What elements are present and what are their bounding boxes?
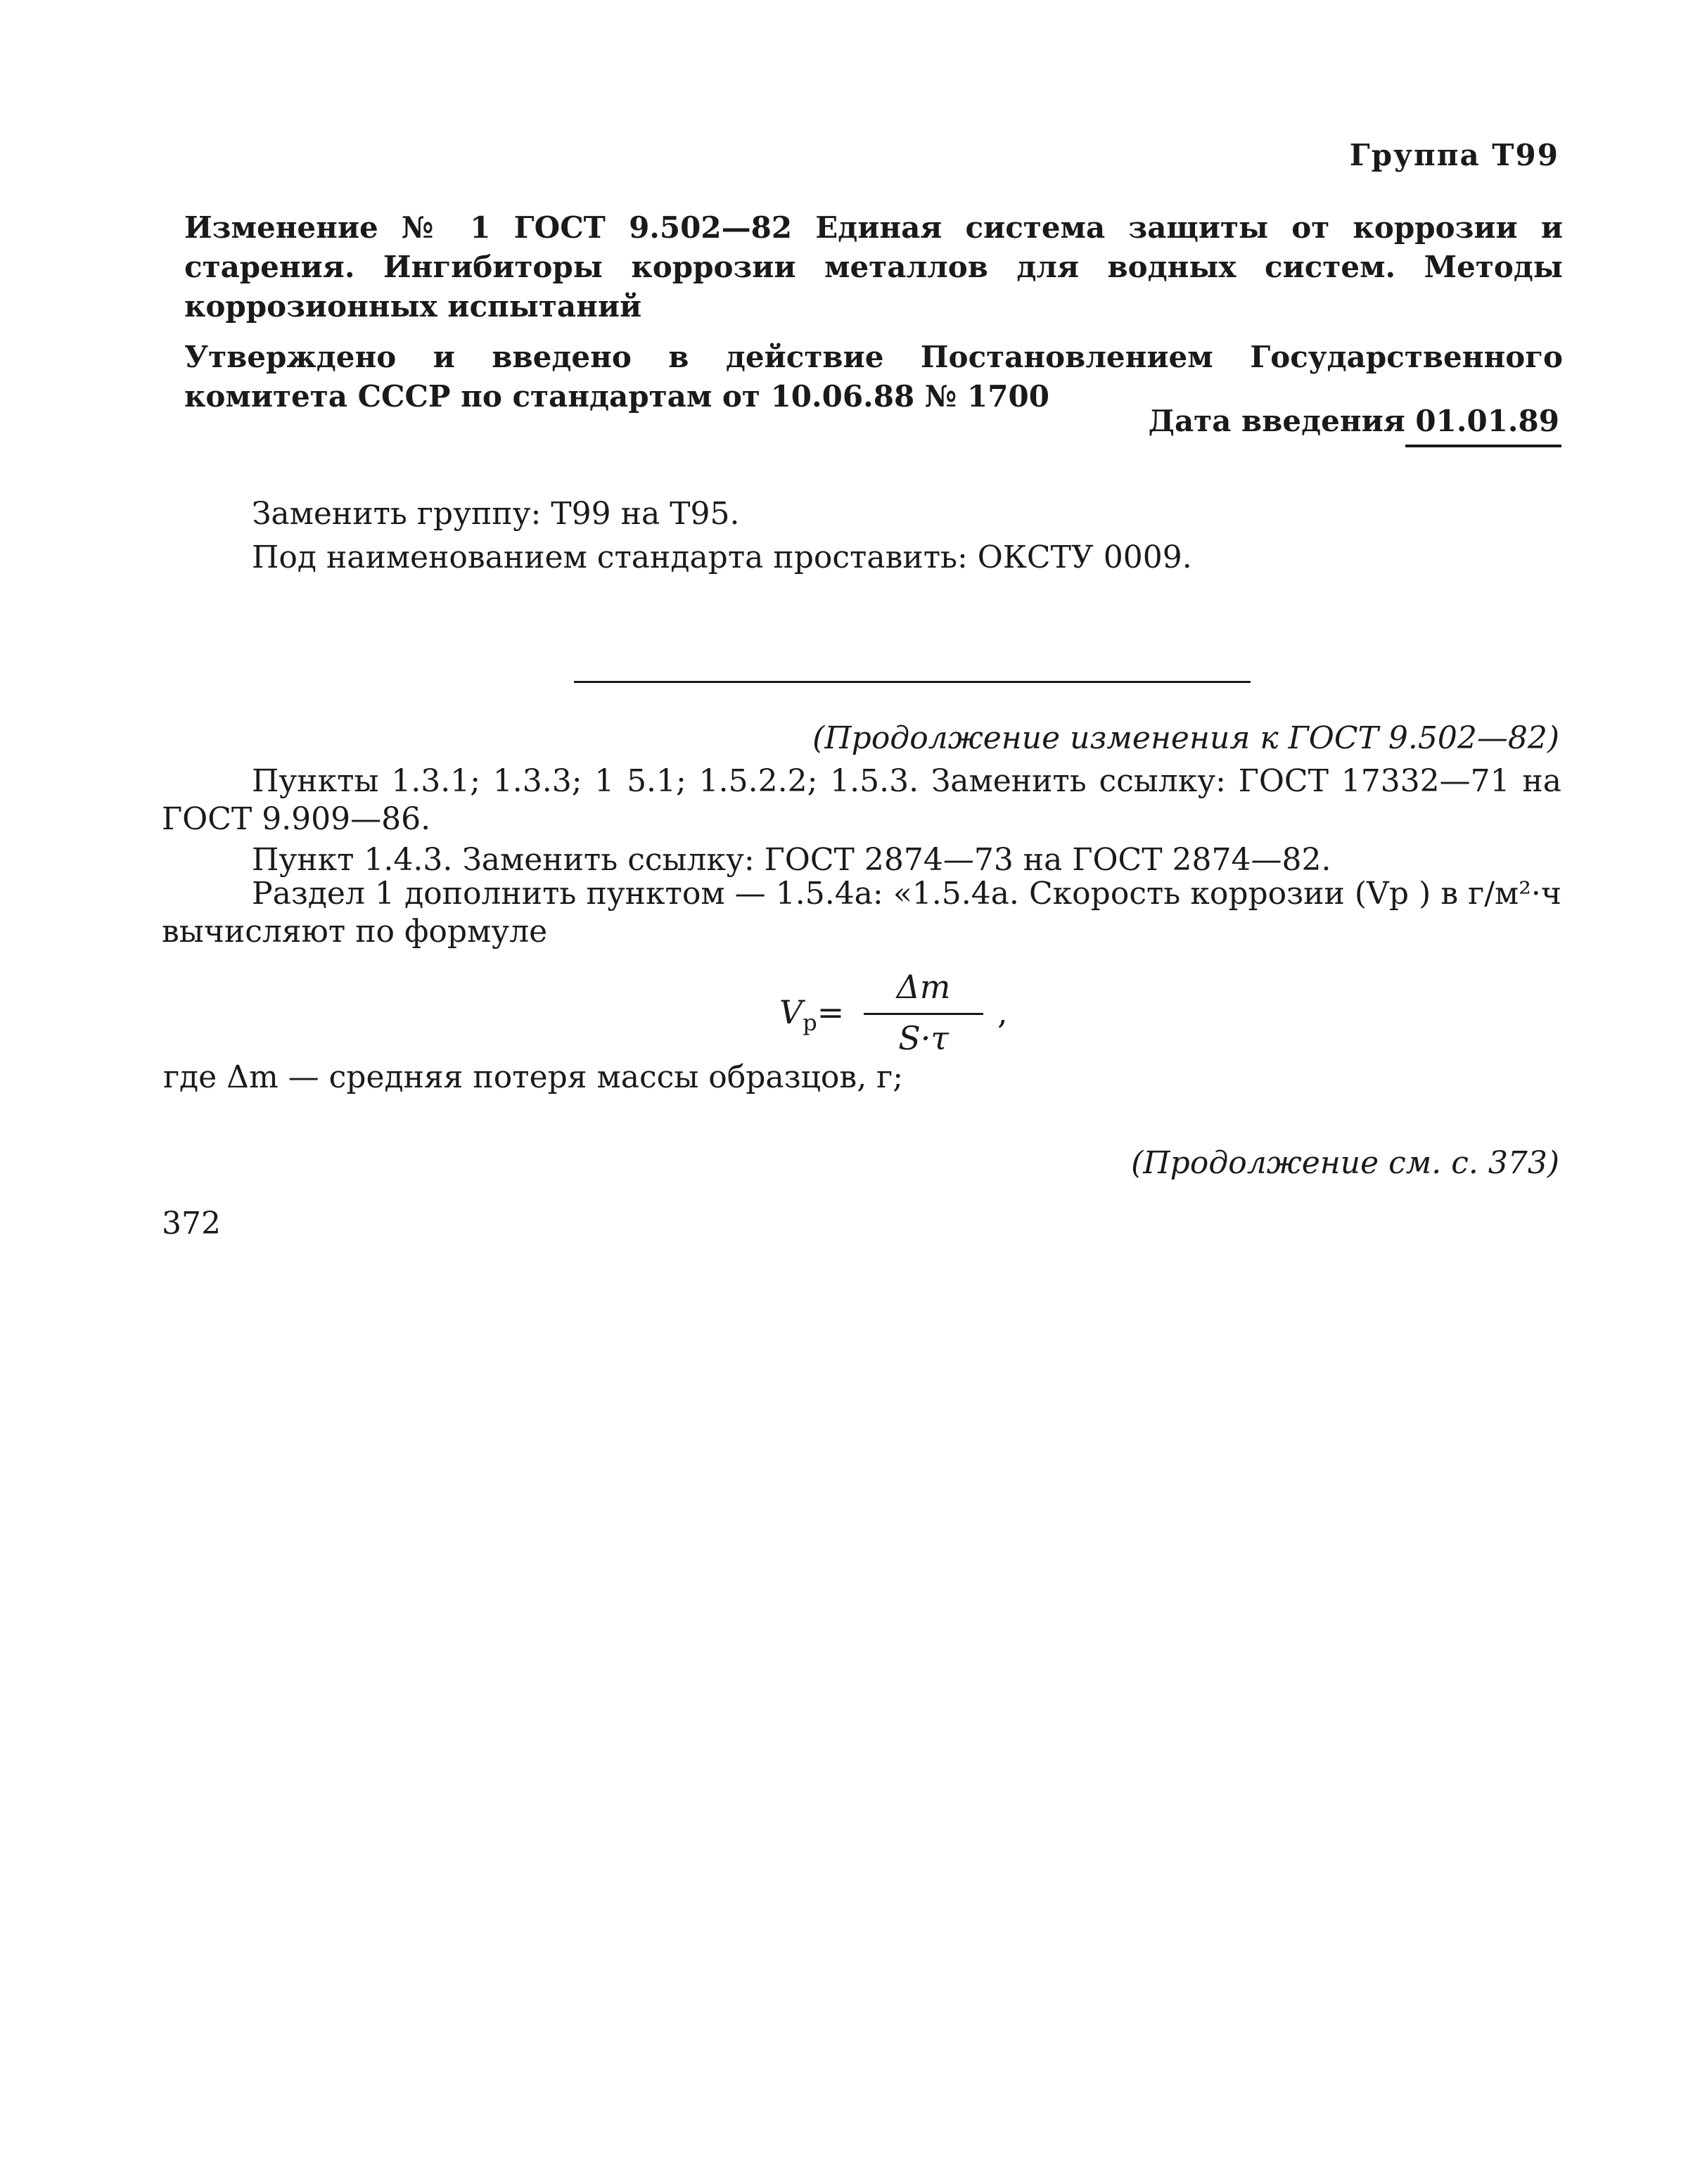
group-label: Группа Т99 xyxy=(1349,138,1559,172)
section-divider xyxy=(574,681,1251,683)
effective-date xyxy=(1149,404,1559,438)
replacement-block xyxy=(252,492,1192,580)
where-definition: где Δm — средняя потеря массы образцов, г; xyxy=(163,1059,904,1095)
formula-lhs-symbol: V xyxy=(779,993,803,1031)
replace-group-line: Заменить группу: Т99 на Т95. xyxy=(252,496,740,532)
paragraph-section-1: Раздел 1 дополнить пунктом — 1.5.4а: «1.5.4а. Скорость коррозии (Vр ) в г/м²·ч вычисляют по формуле xyxy=(162,876,1561,950)
continuation-next: (Продолжение см. с. 373) xyxy=(1131,1145,1559,1181)
effective-date-label: Дата введения xyxy=(1148,404,1405,438)
replace-code-line: Под наименованием стандарта проставить: ОКСТУ 0009. xyxy=(252,539,1192,575)
page-number: 372 xyxy=(162,1206,221,1241)
paragraph-point-143: Пункт 1.4.3. Заменить ссылку: ГОСТ 2874—73 на ГОСТ 2874—82. xyxy=(252,842,1331,878)
amendment-title: Изменение № 1 ГОСТ 9.502—82 Единая система защиты от коррозии и старения. Ингибиторы коррозии металлов для водных систем. Методы коррозионных испытаний xyxy=(184,210,1563,324)
fraction-bar xyxy=(864,1013,983,1015)
formula-equals: = xyxy=(817,993,845,1031)
continuation-header: (Продолжение изменения к ГОСТ 9.502—82) xyxy=(812,720,1559,756)
paragraph-points: Пункты 1.3.1; 1.3.3; 1 5.1; 1.5.2.2; 1.5.3. Заменить ссылку: ГОСТ 17332—71 на ГОСТ 9.909—86. xyxy=(162,763,1561,837)
formula-numerator: Δm xyxy=(896,968,951,1006)
formula-comma: , xyxy=(997,993,1008,1031)
formula-lhs xyxy=(779,993,844,1036)
formula-fraction xyxy=(864,968,983,1057)
formula-lhs-subscript: р xyxy=(803,1009,817,1037)
approval-statement: Утверждено и введено в действие Постановлением Государственного комитета СССР по стандартам от 10.06.88 № 1700 xyxy=(184,340,1563,414)
formula-denominator: S·τ xyxy=(898,1019,949,1057)
date-underline xyxy=(1405,445,1561,447)
effective-date-value: 01.01.89 xyxy=(1415,404,1559,438)
